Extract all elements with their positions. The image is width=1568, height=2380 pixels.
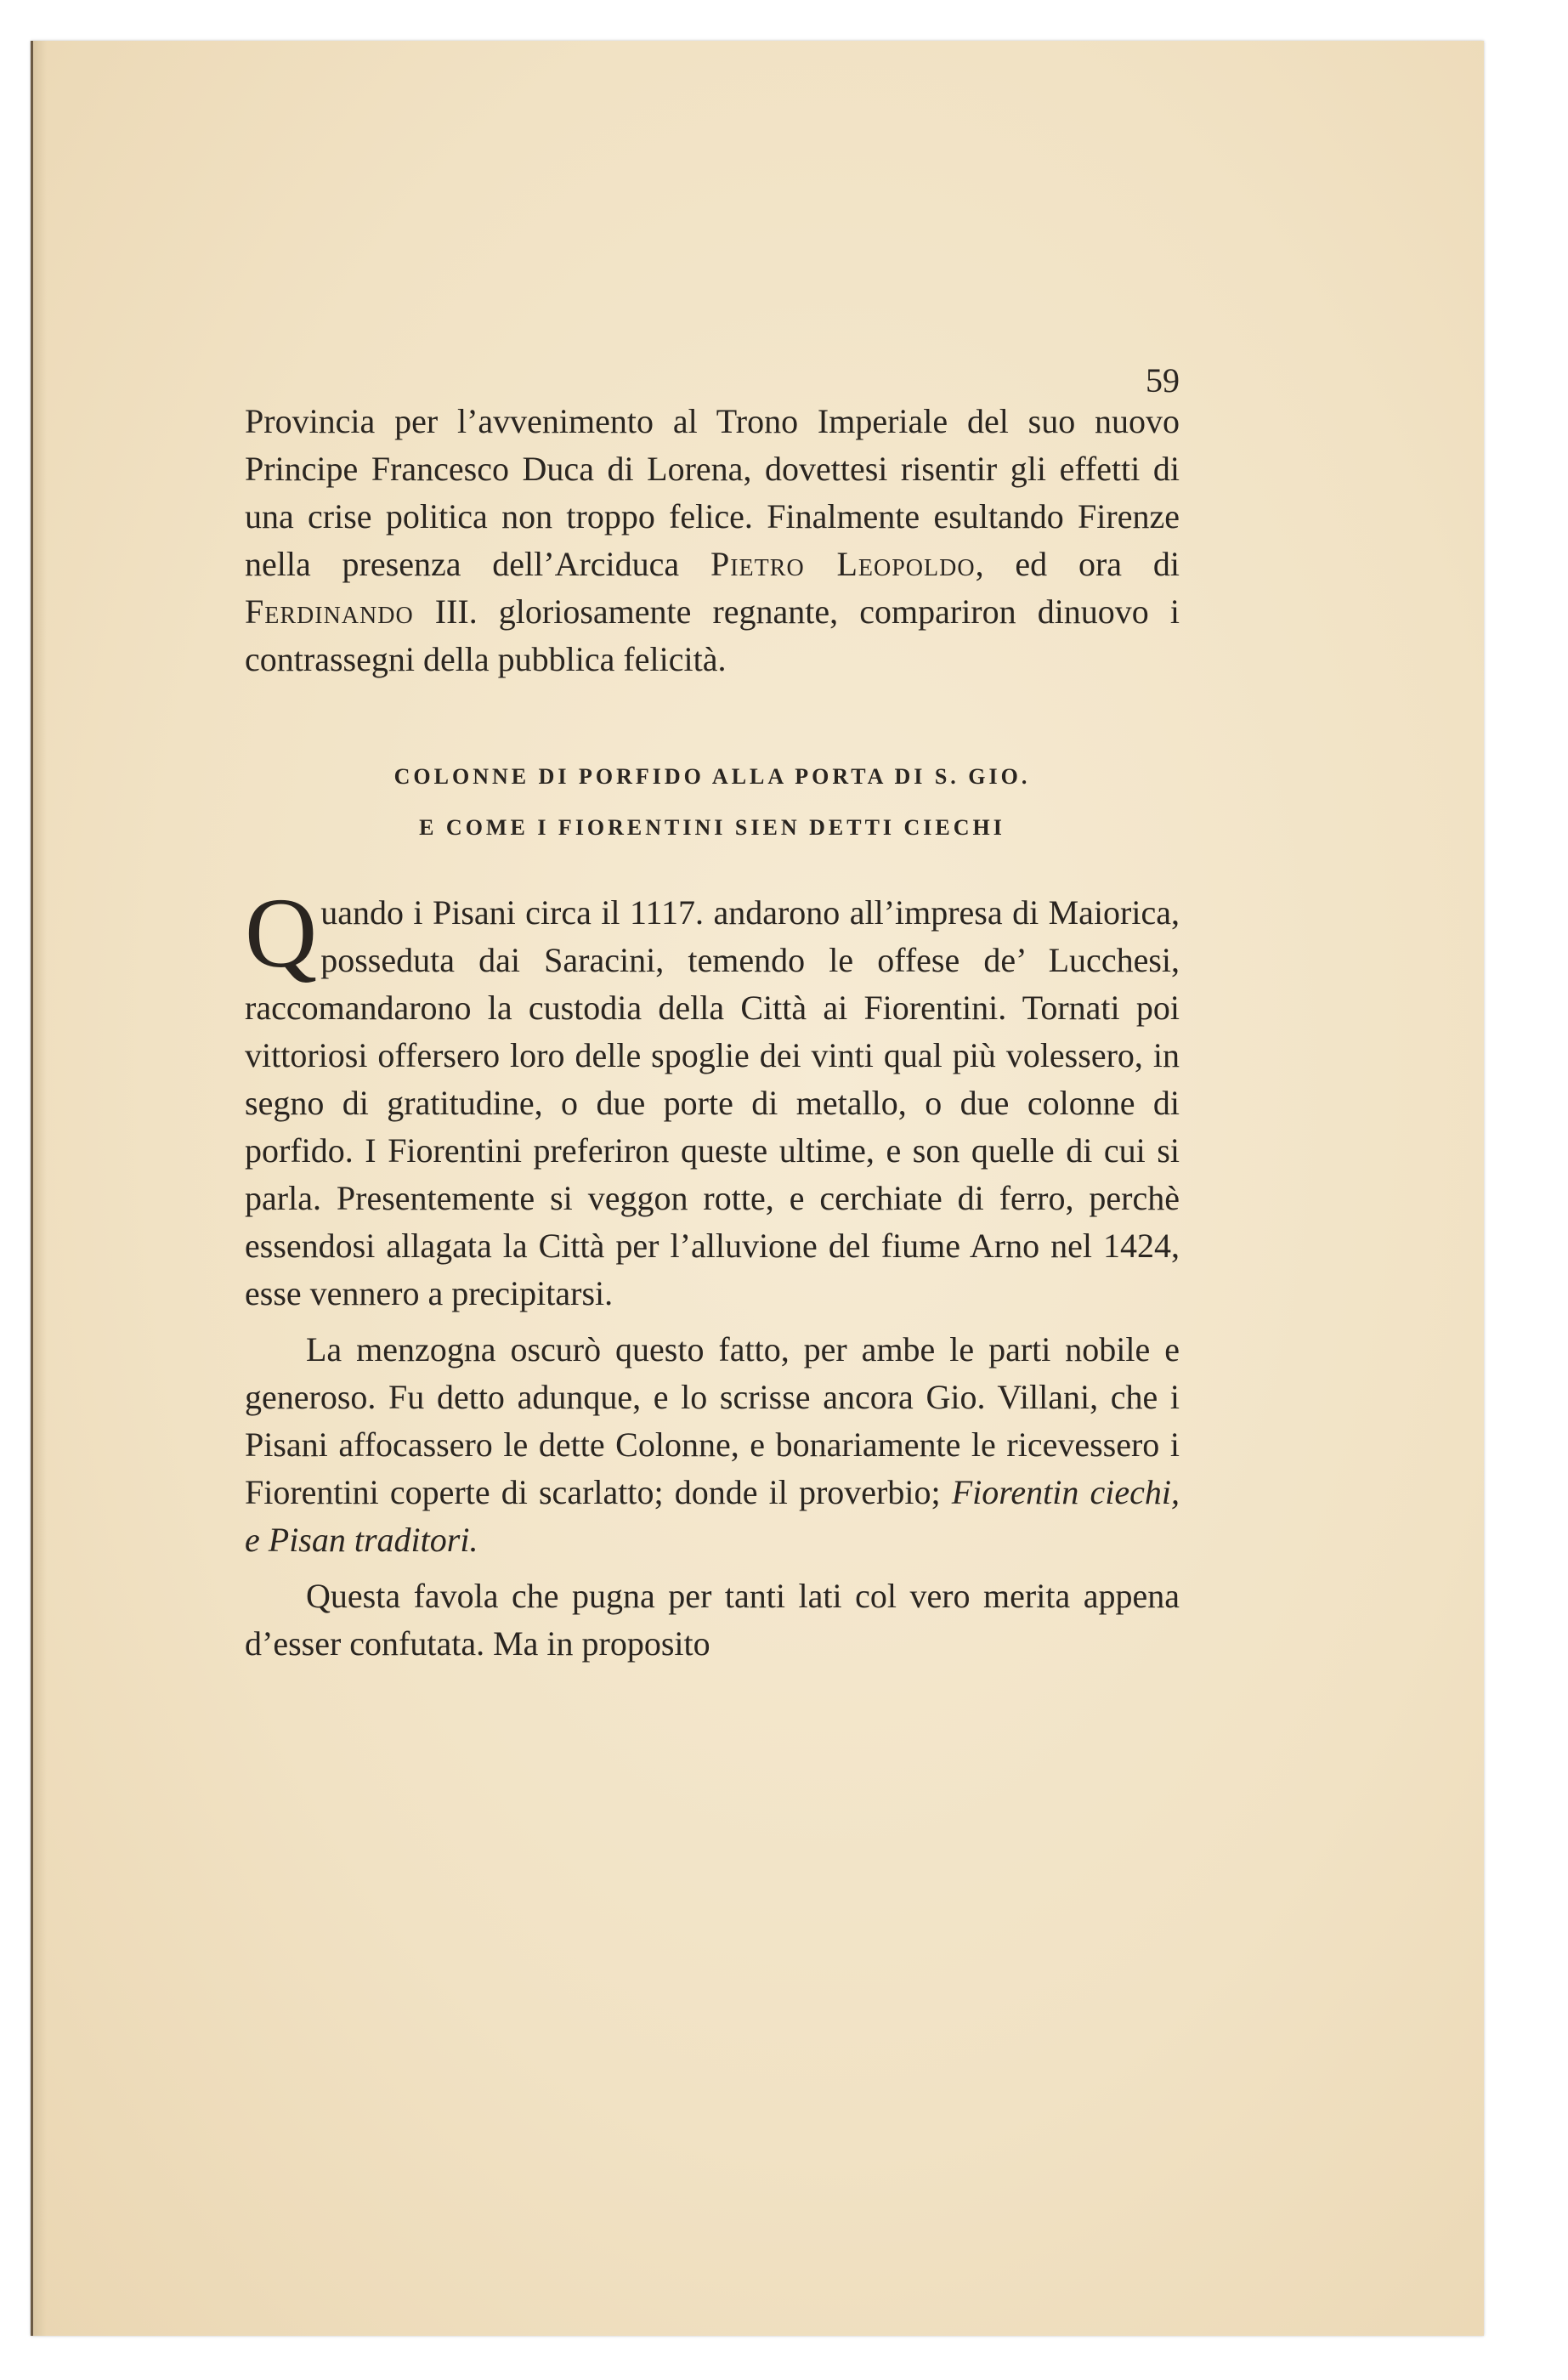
section-heading-line-1: COLONNE DI PORFIDO ALLA PORTA DI S. GIO.: [393, 764, 1031, 789]
drop-cap: Q: [245, 877, 318, 989]
page-number: 59: [1146, 361, 1180, 400]
page-text-block: [245, 361, 1180, 1668]
opening-text-2: , ed ora di: [975, 545, 1180, 583]
paragraph-favola: [245, 1572, 1180, 1668]
opening-text-3: III. gloriosamente regnante, compariron dinuovo i contrassegni della pubblica felicità.: [245, 592, 1180, 678]
proverb-text: Fiorentin ciechi, e Pisan traditori.: [245, 1473, 1180, 1559]
section-heading-line-2: E COME I FIORENTINI SIEN DETTI CIECHI: [419, 815, 1005, 840]
paragraph-favola-text: Questa favola che pugna per tanti lati col vero merita appena d’esser confutata. Ma in proposito: [245, 1577, 1180, 1663]
paragraph-menzogna: [245, 1326, 1180, 1564]
opening-text-1: Provincia per l’avvenimento al Trono Imperiale del suo nuovo Principe Francesco Duca di Lorena, dovettesi risentir gli effetti di una crise politica non troppo felice. Finalmente esultando Firenze nella presenza dell’Arciduca: [245, 402, 1180, 583]
paragraph-quando: [245, 877, 1180, 1318]
book-page: [31, 41, 1484, 2336]
page-binding-edge: [31, 41, 47, 2336]
opening-paragraph: [245, 398, 1180, 683]
name-pietro-leopoldo: Pietro Leopoldo: [710, 545, 976, 583]
section-heading: [245, 751, 1180, 853]
paragraph-quando-text: uando i Pisani circa il 1117. andarono all’impresa di Maiorica, posseduta dai Saracini, temendo le offese de’ Lucchesi, raccomandarono la custodia della Città ai Fiorentini. Tornati poi vittoriosi offersero loro delle spoglie dei vinti qual più volessero, in segno di gratitudine, o due porte di metallo, o due colonne di porfido. I Fiorentini preferiron queste ultime, e son quelle di cui si parla. Presentemente si veggon rotte, e cerchiate di ferro, perchè essendosi allagata la Città per l’alluvione del fiume Arno nel 1424, esse vennero a precipitarsi.: [245, 893, 1180, 1312]
paragraph-menzogna-text: La menzogna oscurò questo fatto, per ambe le parti nobile e generoso. Fu detto adunque, e lo scrisse ancora Gio. Villani, che i Pisani affocassero le dette Colonne, e bonariamente le ricevessero i Fiorentini coperte di scarlatto; donde il proverbio;: [245, 1330, 1180, 1511]
name-ferdinando: Ferdinando: [245, 592, 414, 631]
